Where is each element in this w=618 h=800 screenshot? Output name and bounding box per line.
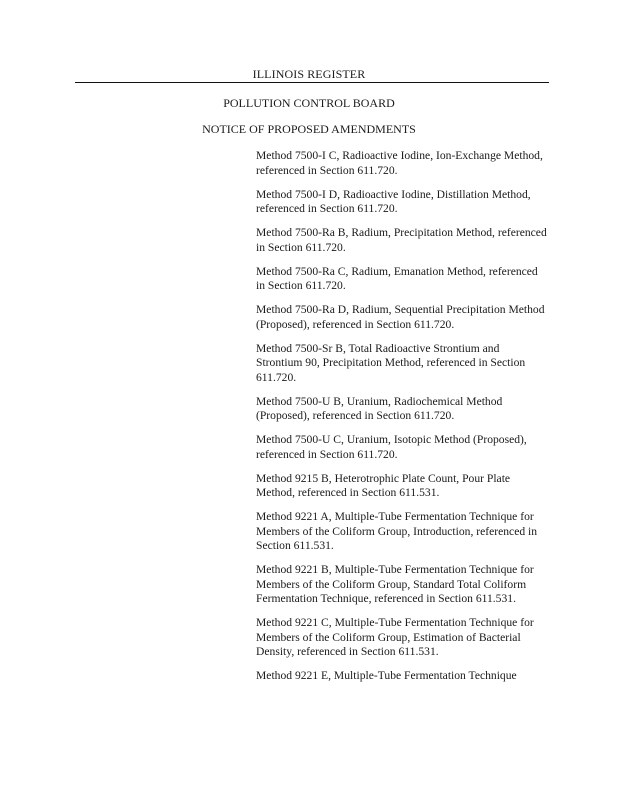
method-entry: Method 9221 E, Multiple-Tube Fermentation Technique — [256, 669, 517, 682]
method-entry: Method 9221 A, Multiple-Tube Fermentation Technique for Members of the Coliform Group, Introduction, referenced in Section 611.531. — [256, 510, 538, 552]
method-entry: Method 9215 B, Heterotrophic Plate Count, Pour Plate Method, referenced in Section 611.531. — [256, 471, 511, 499]
method-entry: Method 7500-U C, Uranium, Isotopic Method (Proposed), referenced in Section 611.720. — [256, 433, 527, 461]
method-entry: Method 7500-U B, Uranium, Radiochemical Method (Proposed), referenced in Section 611.720. — [256, 394, 503, 422]
register-title: ILLINOIS REGISTER — [252, 67, 366, 81]
method-entry: Method 7500-I C, Radioactive Iodine, Ion-Exchange Method, referenced in Section 611.720. — [256, 149, 543, 177]
method-entry: Method 7500-Ra B, Radium, Precipitation Method, referenced in Section 611.720. — [256, 226, 547, 254]
method-entry: Method 7500-Ra D, Radium, Sequential Precipitation Method (Proposed), referenced in Section 611.720. — [256, 303, 545, 331]
method-entry: Method 9221 B, Multiple-Tube Fermentation Technique for Members of the Coliform Group, Standard Total Coliform Fermentation Technique, referenced in Section 611.531. — [256, 563, 534, 605]
board-title: POLLUTION CONTROL BOARD — [223, 96, 395, 110]
method-entry: Method 9221 C, Multiple-Tube Fermentation Technique for Members of the Coliform Group, Estimation of Bacterial Density, referenced in Section 611.531. — [256, 616, 534, 658]
method-list — [256, 149, 548, 684]
notice-title: NOTICE OF PROPOSED AMENDMENTS — [202, 122, 416, 136]
method-entry: Method 7500-Ra C, Radium, Emanation Method, referenced in Section 611.720. — [256, 264, 538, 292]
header-rule — [75, 82, 549, 83]
method-entry: Method 7500-Sr B, Total Radioactive Strontium and Strontium 90, Precipitation Method, referenced in Section 611.720. — [256, 341, 526, 384]
method-entry: Method 7500-I D, Radioactive Iodine, Distillation Method, referenced in Section 611.720. — [256, 187, 531, 215]
